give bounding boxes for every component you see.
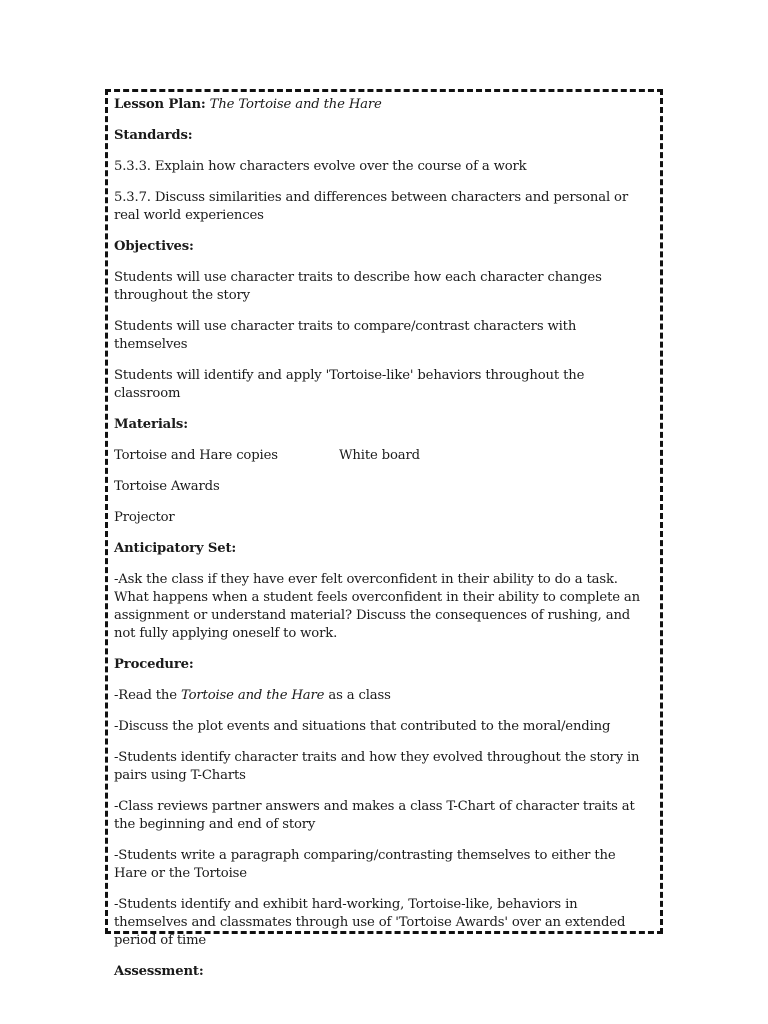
lesson-plan-label: Lesson Plan: — [114, 97, 206, 112]
story-title: Tortoise and the Hare — [180, 688, 325, 703]
lesson-title-line — [114, 96, 652, 114]
material-item: Tortoise Awards — [114, 479, 220, 494]
objective-item: Students will identify and apply 'Tortoise-like' behaviors throughout the classroom — [114, 368, 585, 401]
objective-item: Students will use character traits to describe how each character changes throughout the story — [114, 270, 602, 303]
material-item: White board — [339, 448, 420, 463]
procedure-step: -Class reviews partner answers and makes a class T-Chart of character traits at the beginning and end of story — [114, 799, 635, 832]
anticipatory-set-heading: Anticipatory Set: — [114, 541, 237, 556]
materials-row — [114, 447, 652, 465]
anticipatory-set-text: -Ask the class if they have ever felt overconfident in their ability to do a task. What happens when a student feels overconfident in their ability to complete an assignment or understand material? Discuss the consequences of rushing, and not fully applying oneself to work. — [114, 572, 640, 641]
procedure-step: -Students identify and exhibit hard-working, Tortoise-like, behaviors in themselves and classmates through use of 'Tortoise Awards' over an extended period of time — [114, 897, 626, 948]
objective-item: Students will use character traits to compare/contrast characters with themselves — [114, 319, 577, 352]
material-item: Tortoise and Hare copies — [114, 448, 278, 463]
standard-item: 5.3.7. Discuss similarities and differences between characters and personal or real world experiences — [114, 190, 629, 223]
assessment-heading: Assessment: — [114, 964, 204, 979]
procedure-step: -Students identify character traits and how they evolved throughout the story in pairs using T-Charts — [114, 750, 640, 783]
procedure-step: -Students write a paragraph comparing/contrasting themselves to either the Hare or the Tortoise — [114, 848, 616, 881]
material-item: Projector — [114, 510, 175, 525]
objectives-heading: Objectives: — [114, 239, 194, 254]
lesson-title: The Tortoise and the Hare — [209, 97, 382, 112]
procedure-step: -Read the Tortoise and the Hare as a class — [114, 688, 391, 703]
lesson-plan-content — [108, 92, 660, 981]
lesson-plan-box — [105, 89, 663, 979]
procedure-heading: Procedure: — [114, 657, 194, 672]
standard-item: 5.3.3. Explain how characters evolve over the course of a work — [114, 159, 527, 174]
procedure-step: -Discuss the plot events and situations that contributed to the moral/ending — [114, 719, 611, 734]
materials-heading: Materials: — [114, 417, 188, 432]
standards-heading: Standards: — [114, 128, 193, 143]
